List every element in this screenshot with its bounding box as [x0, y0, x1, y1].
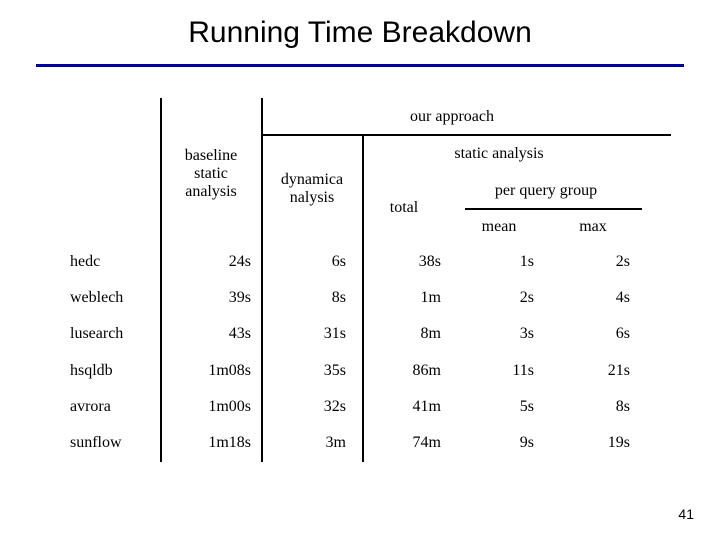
dynamic-time: 6s [331, 253, 346, 270]
per-query-underline [465, 208, 642, 210]
dynamic-time: 31s [323, 325, 346, 342]
max-time: 19s [607, 434, 630, 451]
slide-number: 41 [678, 506, 694, 522]
row-name: weblech [70, 289, 124, 306]
header-baseline-line-1: baseline [184, 147, 238, 164]
approach-underline [261, 134, 671, 136]
total-time: 1m [420, 289, 441, 306]
header-baseline-static-analysis [162, 147, 260, 201]
total-time: 41m [412, 398, 441, 415]
header-baseline-line-3: analysis [185, 183, 237, 200]
header-our-approach: our approach [410, 108, 494, 125]
header-dynamic-line-2: nalysis [289, 189, 335, 206]
baseline-time: 24s [228, 253, 251, 270]
mean-time: 3s [519, 325, 534, 342]
baseline-time: 1m00s [208, 398, 251, 415]
max-time: 4s [615, 289, 630, 306]
dynamic-time: 8s [331, 289, 346, 306]
mean-time: 11s [512, 362, 534, 379]
total-time: 74m [412, 434, 441, 451]
row-name: hedc [70, 253, 101, 270]
baseline-time: 43s [228, 325, 251, 342]
header-dynamic-analysis [264, 171, 360, 207]
baseline-time: 1m18s [208, 434, 251, 451]
dynamic-time: 3m [325, 434, 346, 451]
mean-time: 9s [519, 434, 534, 451]
dynamic-time: 35s [323, 362, 346, 379]
max-time: 2s [615, 253, 630, 270]
mean-time: 5s [519, 398, 534, 415]
dynamic-time: 32s [323, 398, 346, 415]
total-time: 38s [418, 253, 441, 270]
header-mean: mean [481, 218, 517, 235]
max-time: 8s [615, 398, 630, 415]
header-dynamic-line-1: dynamica [280, 171, 344, 188]
header-max: max [579, 218, 607, 235]
table-divider-dynamic [362, 134, 364, 462]
row-name: lusearch [70, 325, 124, 342]
header-baseline-line-2: static [194, 165, 228, 182]
max-time: 21s [607, 362, 630, 379]
table-divider-baseline [261, 98, 263, 462]
row-name: hsqldb [70, 362, 113, 379]
header-static-analysis: static analysis [454, 145, 544, 162]
total-time: 8m [420, 325, 441, 342]
total-time: 86m [412, 362, 441, 379]
max-time: 6s [615, 325, 630, 342]
slide-title: Running Time Breakdown [188, 16, 532, 49]
row-name: sunflow [70, 434, 122, 451]
header-per-query-group: per query group [494, 182, 598, 199]
mean-time: 1s [519, 253, 534, 270]
baseline-time: 39s [228, 289, 251, 306]
row-name: avrora [70, 398, 111, 415]
mean-time: 2s [519, 289, 534, 306]
title-underline [36, 64, 684, 67]
header-total: total [389, 199, 419, 216]
baseline-time: 1m08s [208, 362, 251, 379]
